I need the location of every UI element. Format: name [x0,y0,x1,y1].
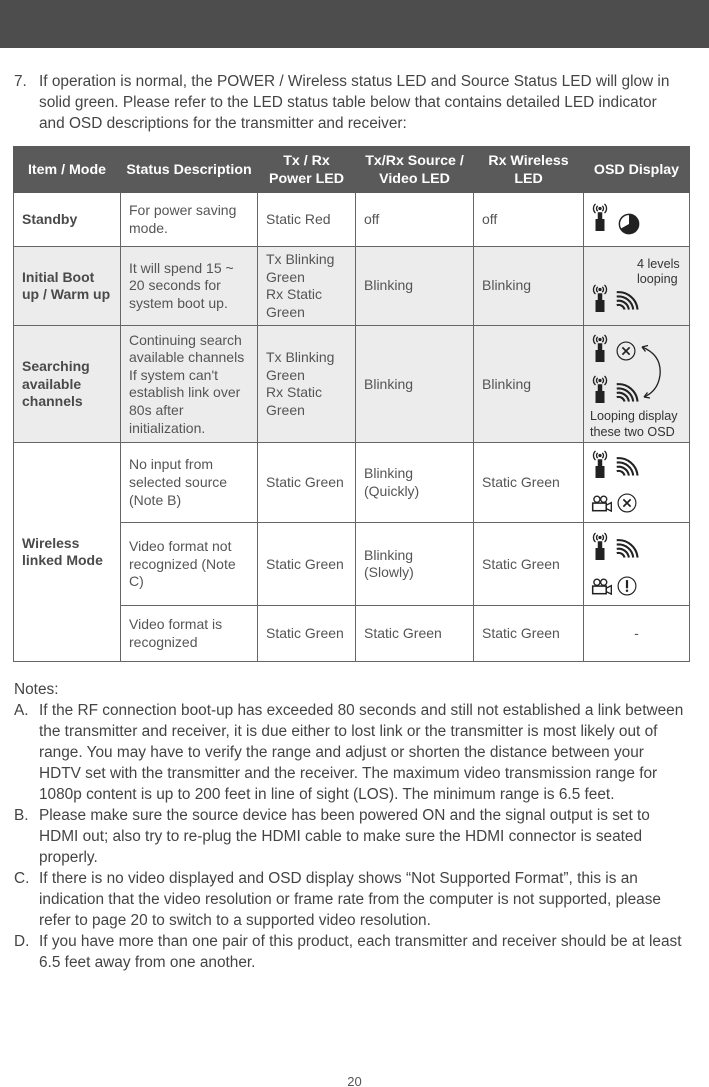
antenna-icon [591,281,609,313]
note-item [14,931,689,973]
osd-note: Looping display these two OSD [590,409,678,439]
signal-strength-icon [615,454,641,478]
osd-cell [584,247,690,326]
wireless-led-cell: Static Green [474,443,584,523]
osd-cell: - [584,606,690,662]
timer-icon [618,213,640,235]
power-led-cell: Static Green [258,523,356,606]
antenna-icon [591,529,609,561]
wireless-led-cell: Static Green [474,523,584,606]
table-header-row [14,147,690,193]
table-row [14,443,690,523]
header-status-description: Status Description [121,147,258,193]
source-led-cell: Blinking [356,326,474,443]
osd-note: 4 levels looping [637,256,680,287]
note-letter: D. [14,933,30,950]
description-cell: Video format is recognized [121,606,258,662]
power-led-cell: Tx Blinking Green Rx Static Green [258,326,356,443]
page-number: 20 [347,1074,362,1087]
step-7 [14,71,684,134]
antenna-icon [591,331,609,363]
signal-strength-icon [615,288,641,312]
power-led-cell: Tx Blinking Green Rx Static Green [258,247,356,326]
x-circle-icon [616,341,636,361]
header-item-mode: Item / Mode [14,147,121,193]
loop-arrow-icon [638,341,664,401]
wireless-led-cell: Static Green [474,606,584,662]
table-row [14,247,690,326]
description-cell: It will spend 15 ~ 20 seconds for system boot up. [121,247,258,326]
notes-title: Notes: [14,681,59,698]
wireless-led-cell: Blinking [474,326,584,443]
note-item [14,805,689,868]
source-led-cell: Blinking (Quickly) [356,443,474,523]
mode-cell: Standby [14,193,121,247]
source-led-cell: off [356,193,474,247]
wireless-led-cell: Blinking [474,247,584,326]
header-bar [0,0,709,48]
table-row [14,193,690,247]
description-cell: No input from selected source (Note B) [121,443,258,523]
note-item [14,868,689,931]
exclamation-circle-icon [617,576,637,596]
header-wireless-led: Rx Wireless LED [474,147,584,193]
wireless-led-cell: off [474,193,584,247]
step-text: If operation is normal, the POWER / Wireless status LED and Source Status LED will glow in solid green. Please refer to the LED status table below that contains detailed LED indicator and OSD descriptions for the transmitter and receiver: [39,73,670,132]
led-status-table [13,146,690,662]
antenna-icon [591,447,609,479]
source-led-cell: Static Green [356,606,474,662]
note-letter: C. [14,870,30,887]
description-cell: For power saving mode. [121,193,258,247]
note-letter: B. [14,807,29,824]
header-source-video-led: Tx/Rx Source / Video LED [356,147,474,193]
osd-cell [584,326,690,443]
header-power-led: Tx / Rx Power LED [258,147,356,193]
x-circle-icon [617,493,637,513]
note-text: If you have more than one pair of this product, each transmitter and receiver should be at least 6.5 feet away from one another. [39,933,682,971]
note-text: If the RF connection boot-up has exceeded 80 seconds and still not established a link between the transmitter and receiver, it is due either to lost link or the transmitter is most likely out of range. You may have to verify the range and adjust or shorten the distance between your HDTV set with the transmitter and the receiver. The maximum video transmission range for 1080p content is up to 200 feet in line of sight (LOS). The minimum range is 6.5 feet. [39,702,684,803]
power-led-cell: Static Green [258,606,356,662]
notes-section [14,679,689,973]
note-letter: A. [14,702,29,719]
note-item [14,700,689,805]
mode-cell: Searching available channels [14,326,121,443]
note-text: Please make sure the source device has been powered ON and the signal output is set to HDMI out; also try to re-plug the HDMI cable to make sure the HDMI connector is seated properly. [39,807,650,866]
video-camera-icon [591,578,613,595]
step-number: 7. [14,73,27,90]
mode-cell: Wireless linked Mode [14,443,121,662]
antenna-icon [591,372,609,404]
description-cell: Continuing search available channels If system can't establish link over 80s after initialization. [121,326,258,443]
note-text: If there is no video displayed and OSD display shows “Not Supported Format”, this is an indication that the video resolution or frame rate from the computer is not supported, please refer to page 20 to switch to a supported video resolution. [39,870,661,929]
description-cell: Video format not recognized (Note C) [121,523,258,606]
source-led-cell: Blinking [356,247,474,326]
video-camera-icon [591,495,613,512]
signal-strength-icon [615,536,641,560]
osd-cell [584,193,690,247]
mode-cell: Initial Boot up / Warm up [14,247,121,326]
table-row [14,326,690,443]
osd-cell [584,523,690,606]
osd-cell [584,443,690,523]
power-led-cell: Static Green [258,443,356,523]
power-led-cell: Static Red [258,193,356,247]
antenna-icon [591,200,609,232]
source-led-cell: Blinking (Slowly) [356,523,474,606]
header-osd-display: OSD Display [584,147,690,193]
